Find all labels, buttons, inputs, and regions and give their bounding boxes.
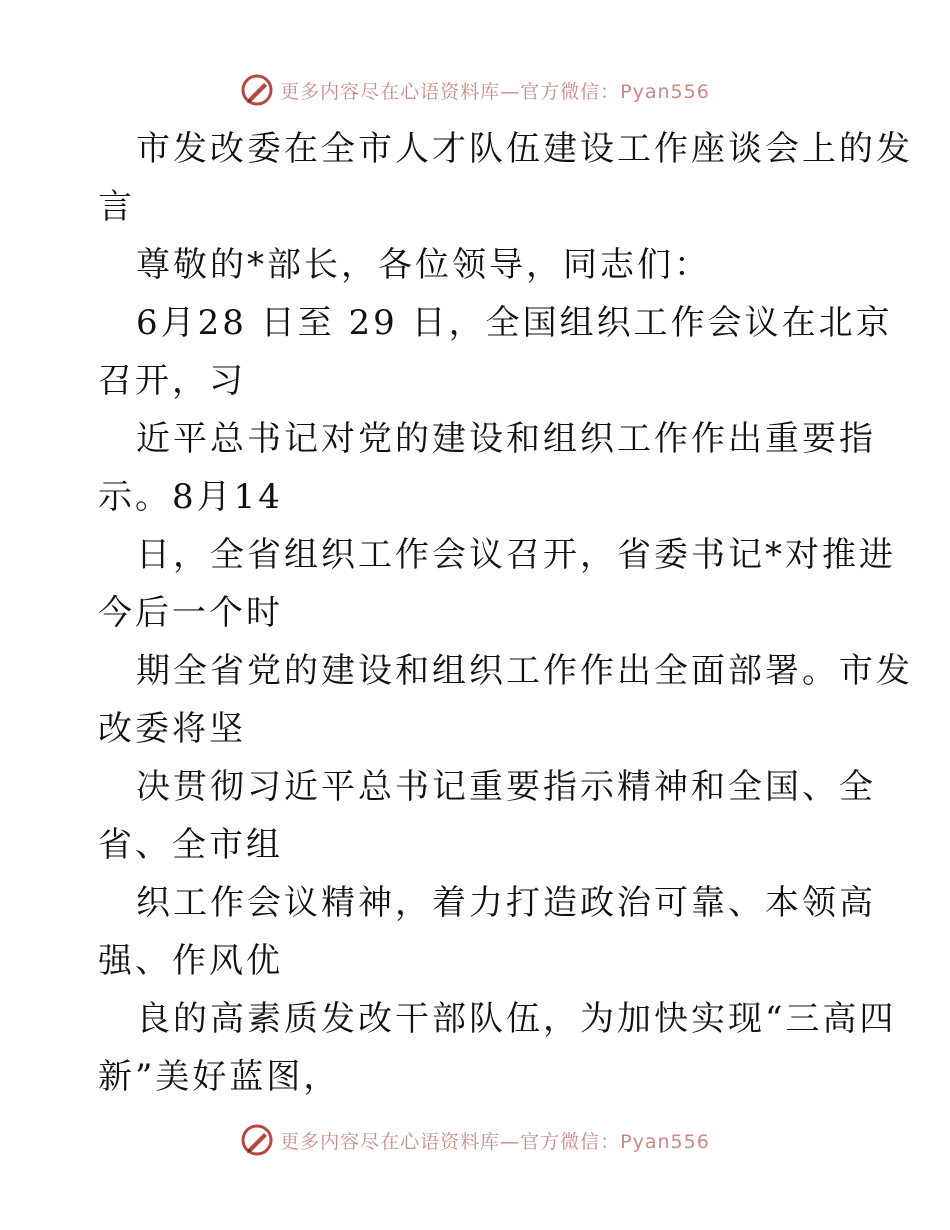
banner-text: 更多内容尽在心语资料库—官方微信：Pyan556 bbox=[280, 80, 710, 103]
text-line: 强、作风优 bbox=[98, 941, 283, 981]
text-line: 改委将坚 bbox=[98, 709, 246, 749]
text-line: 市发改委在全市人才队伍建设工作座谈会上的发 bbox=[136, 129, 913, 169]
document-body bbox=[98, 120, 913, 1106]
pen-logo-icon bbox=[240, 73, 274, 107]
text-line: 织工作会议精神，着力打造政治可靠、本领高 bbox=[136, 883, 876, 923]
pen-logo-icon bbox=[240, 1123, 274, 1157]
text-line: 尊敬的*部长，各位领导，同志们： bbox=[136, 245, 711, 285]
text-line: 良的高素质发改干部队伍，为加快实现“三高四 bbox=[136, 999, 897, 1039]
text-line: 言 bbox=[98, 187, 135, 227]
text-line: 示。8月14 bbox=[98, 477, 283, 517]
text-line: 近平总书记对党的建设和组织工作作出重要指 bbox=[136, 419, 876, 459]
text-line: 期全省党的建设和组织工作作出全面部署。市发 bbox=[136, 651, 913, 691]
text-line: 召开，习 bbox=[98, 361, 246, 401]
text-line: 新”美好蓝图， bbox=[98, 1057, 341, 1097]
text-line: 日，全省组织工作会议召开，省委书记*对推进 bbox=[136, 535, 896, 575]
banner-text: 更多内容尽在心语资料库—官方微信：Pyan556 bbox=[280, 1130, 710, 1153]
text-line: 省、全市组 bbox=[98, 825, 283, 865]
text-line: 6月28 日至 29 日，全国组织工作会议在北京 bbox=[136, 303, 893, 343]
text-line: 今后一个时 bbox=[98, 593, 283, 633]
footer-banner bbox=[0, 1120, 950, 1160]
text-line: 决贯彻习近平总书记重要指示精神和全国、全 bbox=[136, 767, 876, 807]
header-banner bbox=[0, 70, 950, 110]
